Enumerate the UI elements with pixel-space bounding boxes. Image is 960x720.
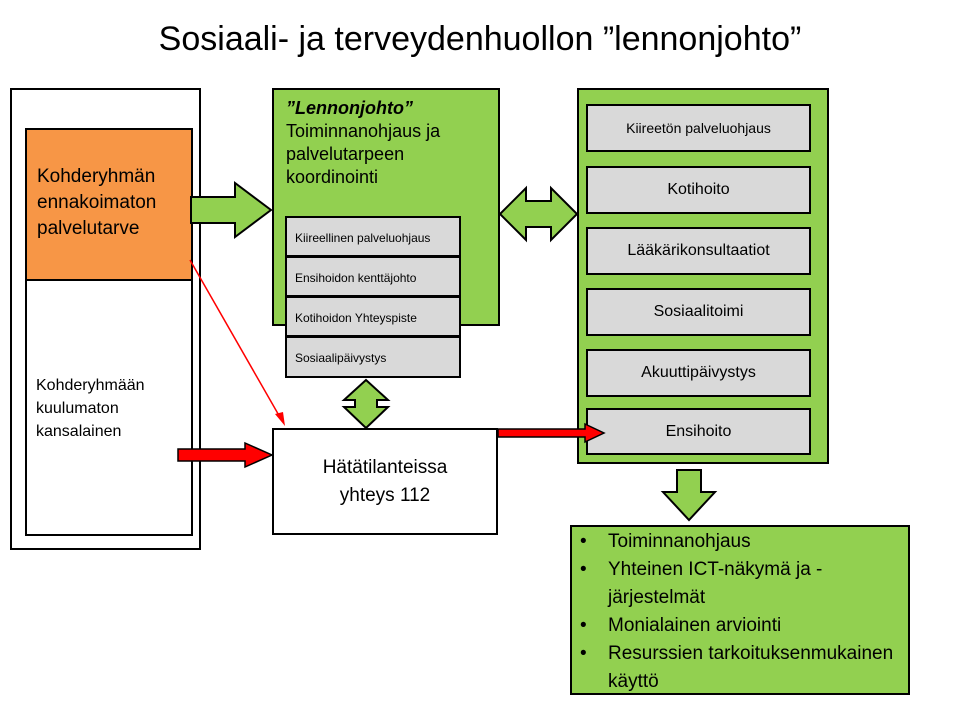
sub-item-label: Kiireellinen palveluohjaus (295, 230, 431, 245)
red-thin-arrow-head (275, 412, 285, 426)
outcome-item: • Toiminnanohjaus (608, 528, 904, 556)
outcome-item: • Yhteinen ICT-näkymä ja -järjestelmät (608, 556, 904, 612)
lennonjohto-description: Toiminnanohjaus ja palvelutarpeen koordinointi (286, 121, 441, 187)
service-label: Lääkärikonsultaatiot (627, 242, 770, 259)
unpredictable-need-label: Kohderyhmän ennakoimaton palvelutarve (37, 166, 157, 239)
emergency-line1: Hätätilanteissa (322, 456, 448, 478)
service-label: Kiireetön palveluohjaus (626, 120, 771, 136)
page-title: Sosiaali- ja terveydenhuollon ”lennonjohto” (158, 20, 802, 58)
double-arrow-lennonjohto-services (500, 188, 577, 240)
red-arrow-to-ensihoito (498, 424, 604, 442)
service-label: Akuuttipäivystys (641, 364, 756, 381)
red-thin-arrow-line (190, 260, 281, 419)
double-arrow-subitems-emergency (344, 380, 388, 428)
emergency-line2: yhteys 112 (339, 484, 431, 506)
outcome-item: • Resurssien tarkoituksenmukainen käyttö (608, 640, 904, 696)
arrow-to-lennonjohto (191, 183, 271, 237)
service-label: Ensihoito (665, 422, 732, 440)
arrow-to-outcomes (663, 470, 715, 520)
sub-item-label: Sosiaalipäivystys (295, 351, 387, 365)
sub-item-label: Kotihoidon Yhteyspiste (295, 310, 417, 325)
sub-item-label: Ensihoidon kenttäjohto (295, 270, 417, 285)
service-label: Kotihoito (667, 181, 730, 198)
lennonjohto-title: ”Lennonjohto” (286, 98, 413, 118)
red-arrow-to-emergency (178, 443, 272, 467)
service-label: Sosiaalitoimi (653, 303, 744, 320)
non-target-citizen-label: Kohderyhmään kuulumaton kansalainen (36, 377, 145, 440)
outcome-item: • Monialainen arviointi (608, 612, 904, 640)
